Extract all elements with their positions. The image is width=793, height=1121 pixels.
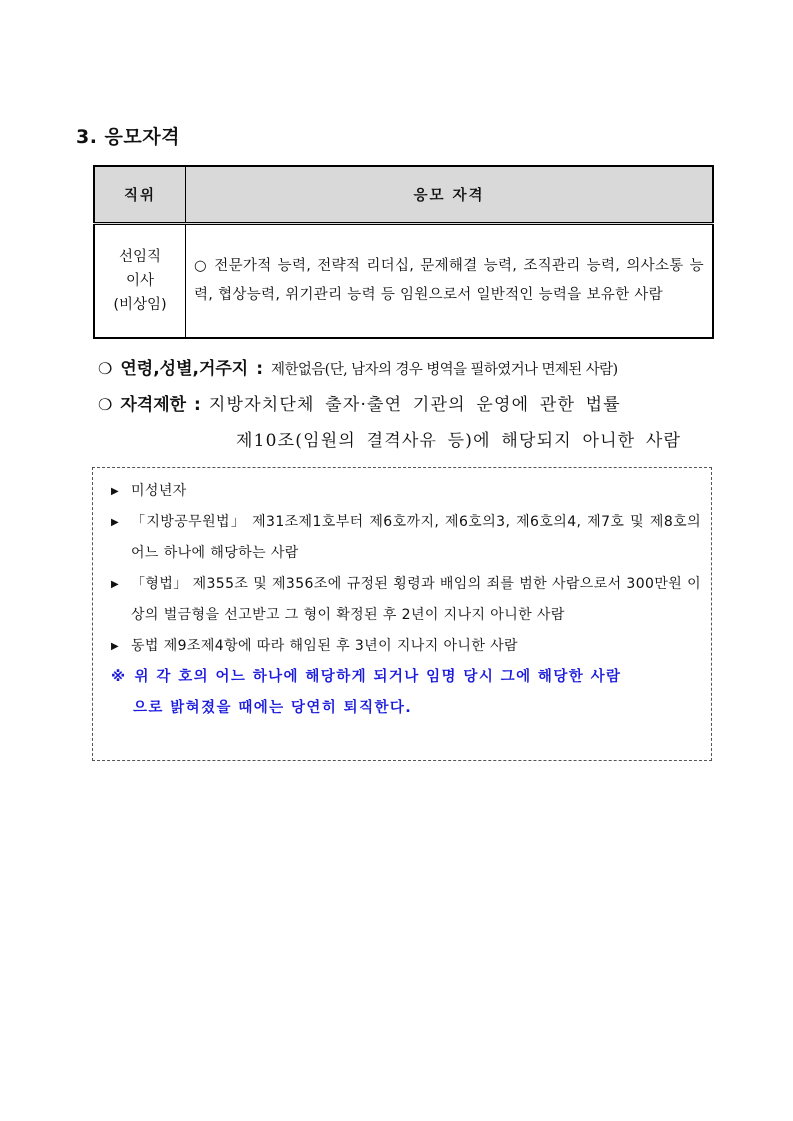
circle-bullet-icon: ❍ (98, 359, 113, 378)
condition-colon: : (256, 359, 264, 379)
note-line: 위 각 호의 어느 하나에 해당하게 되거나 임명 당시 그에 해당한 사람 (134, 669, 622, 685)
list-item-text: 동법 제9조제4항에 따라 해임된 후 3년이 지나지 아니한 사람 (131, 638, 518, 654)
list-item (111, 569, 701, 631)
list-item (111, 476, 701, 507)
position-line: 선임직 (118, 249, 162, 265)
section-title: 3. 응모자격 (76, 126, 180, 148)
condition-label: 자격제한 (120, 395, 187, 415)
triangle-bullet-icon: ▶ (111, 579, 120, 590)
qualification-cell: ○ 전문가적 능력, 전략적 리더십, 문제해결 능력, 조직관리 능력, 의사소통 능력, 협상능력, 위기관리 능력 등 임원으로서 일반적인 능력을 보유한 사람 (186, 224, 714, 339)
disqualification-box (92, 467, 712, 761)
triangle-bullet-icon: ▶ (111, 517, 120, 528)
condition-label: 연령,성별,거주지 (120, 359, 249, 379)
list-item (111, 507, 701, 569)
reference-mark-icon: ※ (111, 669, 127, 685)
triangle-bullet-icon: ▶ (111, 641, 120, 652)
list-item (111, 631, 701, 662)
list-item-text: 「지방공무원법」 제31조제1호부터 제6호까지, 제6호의3, 제6호의4, 제7호 및 제8호의 어느 하나에 해당하는 사람 (131, 514, 701, 561)
list-item-text: 미성년자 (131, 483, 187, 499)
position-line: 이사 (125, 273, 154, 289)
note-line: 으로 밝혀졌을 때에는 당연히 퇴직한다. (133, 700, 413, 716)
table-row (94, 224, 713, 339)
condition-colon: : (194, 395, 201, 415)
position-line: (비상임) (113, 297, 167, 313)
condition-text: 지방자치단체 출자·출연 기관의 운영에 관한 법률 (208, 395, 621, 415)
circle-bullet-icon: ❍ (98, 395, 113, 414)
retirement-note (93, 662, 711, 724)
header-position: 직위 (94, 166, 186, 224)
list-item-text: 「형법」 제355조 및 제356조에 규정된 횡령과 배임의 죄를 범한 사람으로서 300만원 이상의 벌금형을 선고받고 그 형이 확정된 후 2년이 지나지 아니한 사람 (131, 576, 701, 623)
header-qualification: 응모 자격 (186, 166, 714, 224)
condition-text-continued: 제10조(임원의 결격사유 등)에 해당되지 아니한 사람 (236, 431, 682, 451)
qualification-table (93, 165, 714, 339)
triangle-bullet-icon: ▶ (111, 486, 120, 497)
condition-age-gender-residence (98, 354, 618, 385)
position-cell (94, 224, 186, 339)
disqualification-list (93, 468, 711, 662)
condition-disqualification (98, 390, 716, 420)
condition-text: 제한없음(단, 남자의 경우 병역을 필하였거나 면제된 사람) (271, 362, 618, 378)
